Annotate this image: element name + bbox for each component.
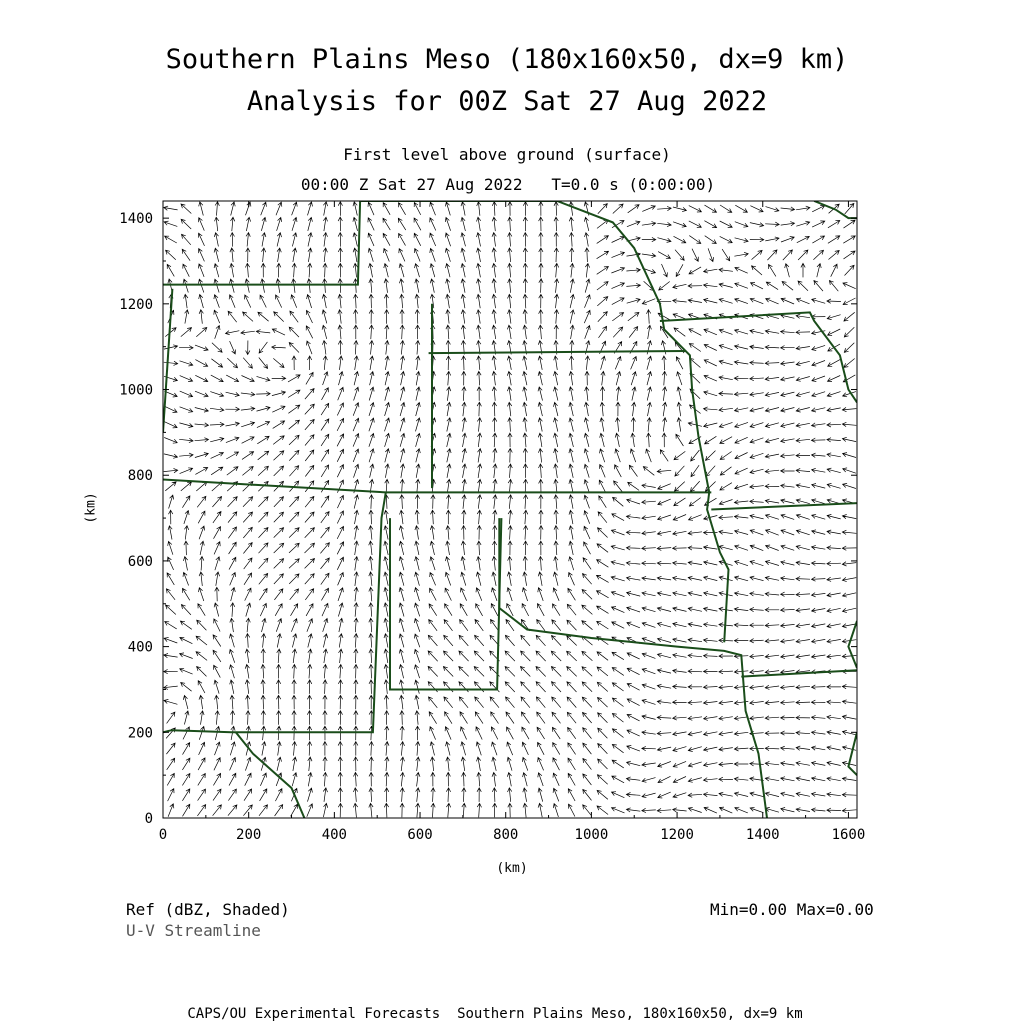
min-max-readout: Min=0.00 Max=0.00 [710,900,874,919]
x-tick-label-400: 400 [321,827,348,843]
streamline-field-label: U-V Streamline [126,921,261,940]
x-tick-label-1000: 1000 [574,827,609,843]
x-tick-label-600: 600 [407,827,433,843]
x-tick-label-1600: 1600 [831,827,866,843]
x-tick-label-800: 800 [493,827,519,843]
y-axis-ticks [119,211,857,827]
footer-credit: CAPS/OU Experimental Forecasts Southern Plains Meso, 180x160x50, dx=9 km [187,1006,803,1022]
y-tick-label-400: 400 [127,639,153,656]
y-axis-label: (km) [83,492,99,524]
map-level-label: First level above ground (surface) [343,145,671,164]
x-tick-label-1400: 1400 [745,827,780,843]
y-tick-label-1400: 1400 [119,211,153,228]
shaded-field-label: Ref (dBZ, Shaded) [126,900,290,919]
state-border-4 [429,351,686,353]
y-tick-label-600: 600 [127,553,153,570]
plot-border [163,201,857,818]
state-border-10 [711,503,857,509]
state-border-2 [360,201,728,642]
plot-frame [163,201,857,818]
x-tick-label-1200: 1200 [660,827,694,843]
y-tick-label-800: 800 [127,468,153,485]
x-tick-label-200: 200 [236,827,262,843]
state-border-8 [390,518,501,689]
state-border-15 [814,201,857,218]
wind-vector-layer [164,202,857,818]
x-axis-ticks [159,201,866,843]
map-title: Southern Plains Meso (180x160x50, dx=9 km) [165,44,849,75]
map-analysis-time: Analysis for 00Z Sat 27 Aug 2022 [246,86,768,117]
x-axis-label: (km) [496,861,528,876]
y-tick-label-200: 200 [127,725,153,742]
wind-vectors [164,202,857,818]
state-border-13 [848,621,857,668]
y-tick-label-1200: 1200 [119,296,153,313]
state-border-1 [163,289,172,433]
state-border-14 [848,732,857,775]
y-tick-label-1000: 1000 [119,382,153,399]
state-border-7 [163,492,386,732]
y-tick-label-0: 0 [144,811,153,827]
state-border-layer [163,201,857,818]
x-tick-label-0: 0 [158,827,168,843]
map-valid-time: 00:00 Z Sat 27 Aug 2022 T=0.0 s (0:00:00) [300,175,716,194]
